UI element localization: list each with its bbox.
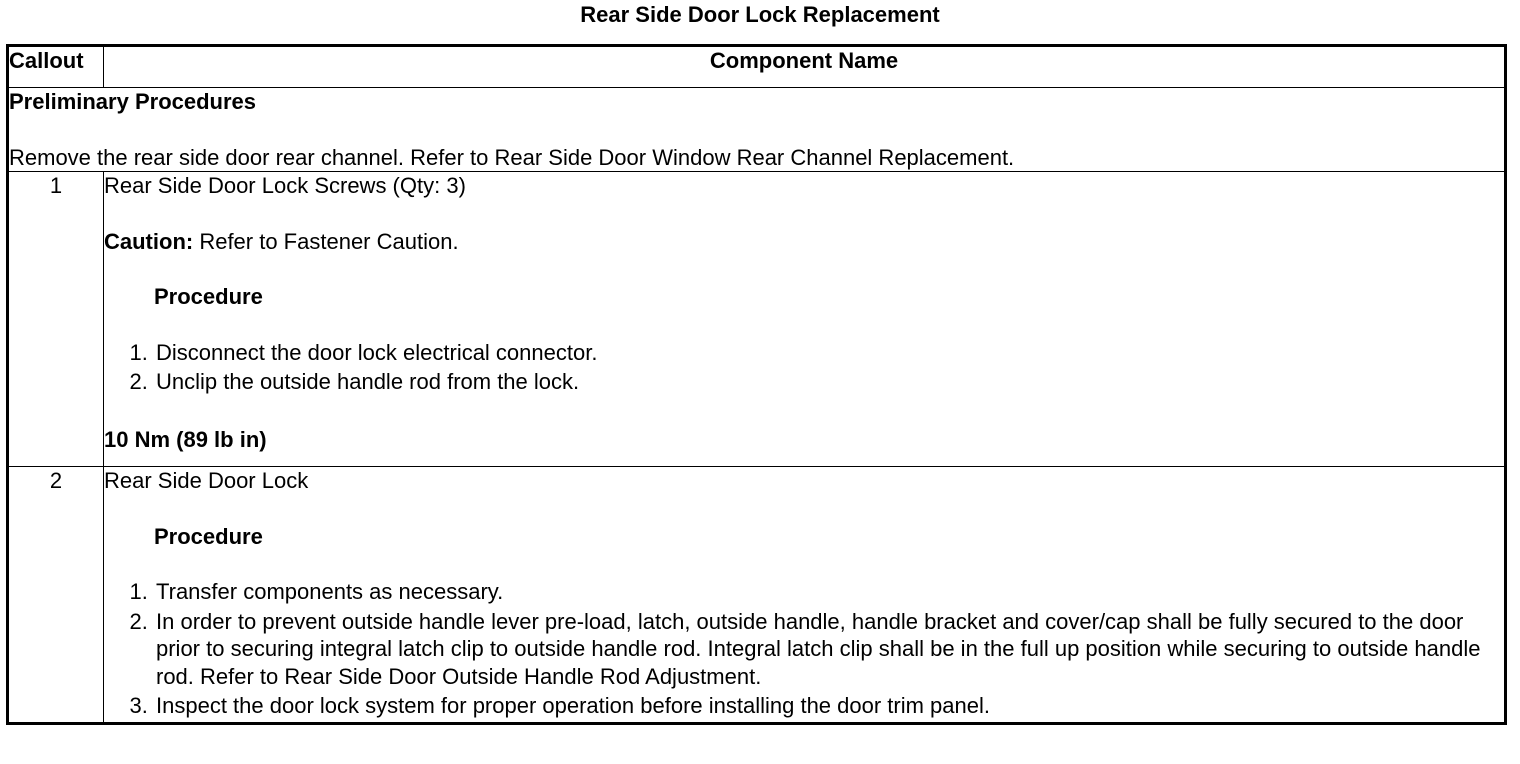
list-item: 1. Disconnect the door lock electrical connector. <box>154 339 1504 367</box>
component-name: Rear Side Door Lock Screws (Qty: 3) <box>104 173 466 198</box>
table-header-row <box>8 46 1506 88</box>
component-cell <box>104 467 1506 724</box>
preliminary-heading: Preliminary Procedures <box>9 89 257 114</box>
callout-header: Callout <box>8 46 104 88</box>
list-item: 2. Unclip the outside handle rod from the lock. <box>154 368 1504 396</box>
component-name-header: Component Name <box>104 46 1506 88</box>
caution-text: Refer to Fastener Caution. <box>193 228 459 254</box>
callout-number: 2 <box>8 467 104 724</box>
component-cell <box>104 172 1506 467</box>
procedure-heading: Procedure <box>154 523 263 549</box>
table-row <box>8 467 1506 724</box>
procedure-table <box>6 44 1507 725</box>
page-title: Rear Side Door Lock Replacement <box>580 2 940 27</box>
procedure-steps <box>104 339 1504 396</box>
torque-spec: 10 Nm (89 lb in) <box>104 426 267 452</box>
caution-line <box>104 228 1504 256</box>
component-name: Rear Side Door Lock <box>104 468 309 493</box>
list-item: 1. Transfer components as necessary. <box>154 578 1504 606</box>
procedure-steps <box>104 578 1504 720</box>
preliminary-text: Remove the rear side door rear channel. Refer to Rear Side Door Window Rear Channel Replacement. <box>9 144 1015 170</box>
preliminary-cell <box>8 88 1506 172</box>
table-row <box>8 172 1506 467</box>
preliminary-row <box>8 88 1506 172</box>
list-item: 3. Inspect the door lock system for proper operation before installing the door trim panel. <box>154 692 1504 720</box>
procedure-heading: Procedure <box>154 284 263 309</box>
callout-number: 1 <box>8 172 104 467</box>
list-item: 2. In order to prevent outside handle lever pre-load, latch, outside handle, handle bracket and cover/cap shall be fully secured to the door prior to securing integral latch clip to outside handle rod. Integral latch clip shall be in the full up position while securing to outside handle rod. Refer to Rear Side Door Outside Handle Rod Adjustment. <box>154 608 1504 691</box>
caution-label: Caution: <box>104 228 194 254</box>
